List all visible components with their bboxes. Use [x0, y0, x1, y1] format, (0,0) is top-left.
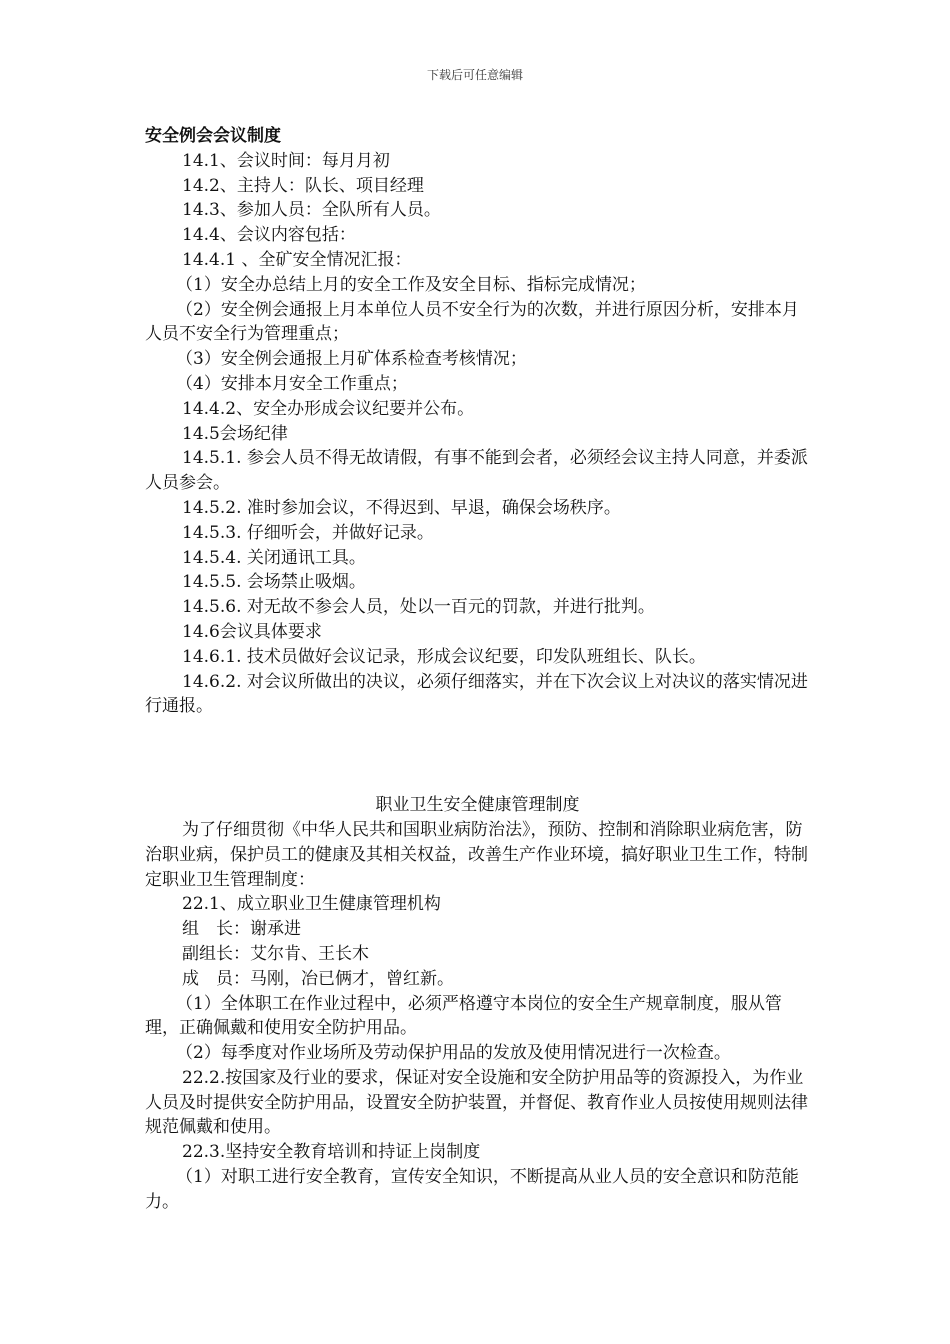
- paragraph: 14.2、主持人：队长、项目经理: [182, 175, 424, 196]
- paragraph: 14.5.3. 仔细听会，并做好记录。: [182, 522, 434, 543]
- paragraph: 14.1、会议时间：每月月初: [182, 150, 390, 171]
- paragraph: （2）每季度对作业场所及劳动保护用品的发放及使用情况进行一次检查。: [176, 1043, 731, 1064]
- paragraph: （4）安排本月安全工作重点；: [176, 373, 408, 394]
- section-title-occupational-health: 职业卫生安全健康管理制度: [375, 795, 580, 816]
- paragraph: （1）安全办总结上月的安全工作及安全目标、指标完成情况；: [176, 274, 646, 295]
- section-title-safety-meeting: 安全例会会议制度: [145, 126, 281, 146]
- paragraph: 14.4.1 、全矿安全情况汇报：: [182, 249, 412, 270]
- document-body: [145, 124, 810, 1215]
- paragraph: 22.1、成立职业卫生健康管理机构: [182, 894, 441, 915]
- paragraph: （1）全体职工在作业过程中，必须严格遵守本岗位的安全生产规章制度，服从管理，正确佩戴和使用安全防护用品。: [145, 993, 782, 1039]
- paragraph: 14.5.1. 参会人员不得无故请假，有事不能到会者，必须经会议主持人同意，并委派人员参会。: [145, 448, 808, 494]
- paragraph: 为了仔细贯彻《中华人民共和国职业病防治法》，预防、控制和消除职业病危害，防治职业病，保护员工的健康及其相关权益，改善生产作业环境，搞好职业卫生工作，特制定职业卫生管理制度：: [145, 819, 808, 890]
- paragraph: （2）安全例会通报上月本单位人员不安全行为的次数，并进行原因分析，安排本月人员不安全行为管理重点；: [145, 299, 799, 345]
- paragraph: 14.4、会议内容包括：: [182, 225, 356, 246]
- paragraph: 成 员：马刚，冶已俩才，曾红新。: [182, 968, 454, 989]
- page-header: 下载后可任意编辑: [426, 68, 523, 82]
- paragraph: 组 长：谢承进: [182, 919, 301, 940]
- paragraph: 22.3.坚持安全教育培训和持证上岗制度: [182, 1142, 481, 1163]
- paragraph: 14.5.6. 对无故不参会人员，处以一百元的罚款，并进行批判。: [182, 597, 655, 618]
- paragraph: 14.5.2. 准时参加会议，不得迟到、早退，确保会场秩序。: [182, 497, 621, 518]
- paragraph: 14.5.4. 关闭通讯工具。: [182, 547, 366, 568]
- section-spacer: [145, 719, 810, 793]
- paragraph: 22.2.按国家及行业的要求，保证对安全设施和安全防护用品等的资源投入，为作业人员及时提供安全防护用品，设置安全防护装置，并督促、教育作业人员按使用规则法律规范佩戴和使用。: [145, 1067, 808, 1138]
- paragraph: 14.5.5. 会场禁止吸烟。: [182, 572, 366, 593]
- paragraph: 14.5会场纪律: [182, 423, 288, 444]
- paragraph: 14.4.2、安全办形成会议纪要并公布。: [182, 398, 475, 419]
- paragraph: （1）对职工进行安全教育，宣传安全知识，不断提高从业人员的安全意识和防范能力。: [145, 1167, 799, 1212]
- paragraph: （3）安全例会通报上月矿体系检查考核情况；: [176, 349, 527, 370]
- paragraph: 14.3、参加人员：全队所有人员。: [182, 200, 441, 221]
- paragraph: 14.6会议具体要求: [182, 621, 322, 642]
- paragraph: 14.6.2. 对会议所做出的决议，必须仔细落实，并在下次会议上对决议的落实情况进行通报。: [145, 671, 808, 717]
- paragraph: 副组长：艾尔肯、王长木: [182, 943, 369, 964]
- paragraph: 14.6.1. 技术员做好会议记录，形成会议纪要，印发队班组长、队长。: [182, 646, 706, 667]
